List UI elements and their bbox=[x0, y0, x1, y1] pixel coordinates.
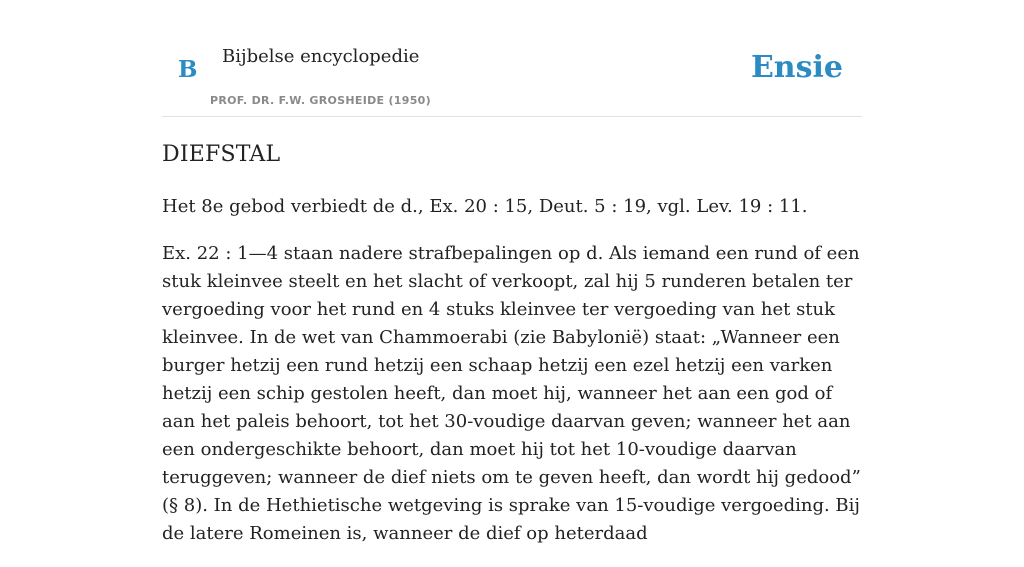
book-author: PROF. DR. F.W. GROSHEIDE (1950) bbox=[210, 94, 431, 107]
header bbox=[162, 0, 862, 117]
ensie-logo-link[interactable]: Ensie bbox=[750, 50, 843, 85]
article-title: DIEFSTAL bbox=[162, 142, 281, 167]
article-paragraph: Ex. 22 : 1—4 staan nadere strafbepalingen op d. Als iemand een rund of een stuk kleinvee steelt en het slacht of verkoopt, zal hij 5 runderen betalen ter vergoeding voor het rund en 4 stuks kleinvee ter vergoeding van het stuk kleinvee. In de wet van Chammoerabi (zie Babylonië) staat: „Wanneer een burger hetzij een rund hetzij een schaap hetzij een ezel hetzij een varken hetzij een schip gestolen heeft, dan moet hij, wanneer het aan een god of aan het paleis behoort, tot het 30-voudige daarvan geven; wanneer het aan een ondergeschikte behoort, dan moet hij tot het 10-voudige daarvan teruggeven; wanneer de dief niets om te geven heeft, dan wordt hij gedood” (§ 8). In de Hethietische wetgeving is sprake van 15-voudige vergoeding. Bij de latere Romeinen is, wanneer de dief op heterdaad bbox=[162, 243, 861, 544]
book-logo[interactable]: B bbox=[178, 56, 198, 83]
book-title-link[interactable]: Bijbelse encyclopedie bbox=[222, 46, 420, 67]
article bbox=[162, 140, 862, 567]
article-paragraph: Het 8e gebod verbiedt de d., Ex. 20 : 15, Deut. 5 : 19, vgl. Lev. 19 : 11. bbox=[162, 196, 808, 217]
